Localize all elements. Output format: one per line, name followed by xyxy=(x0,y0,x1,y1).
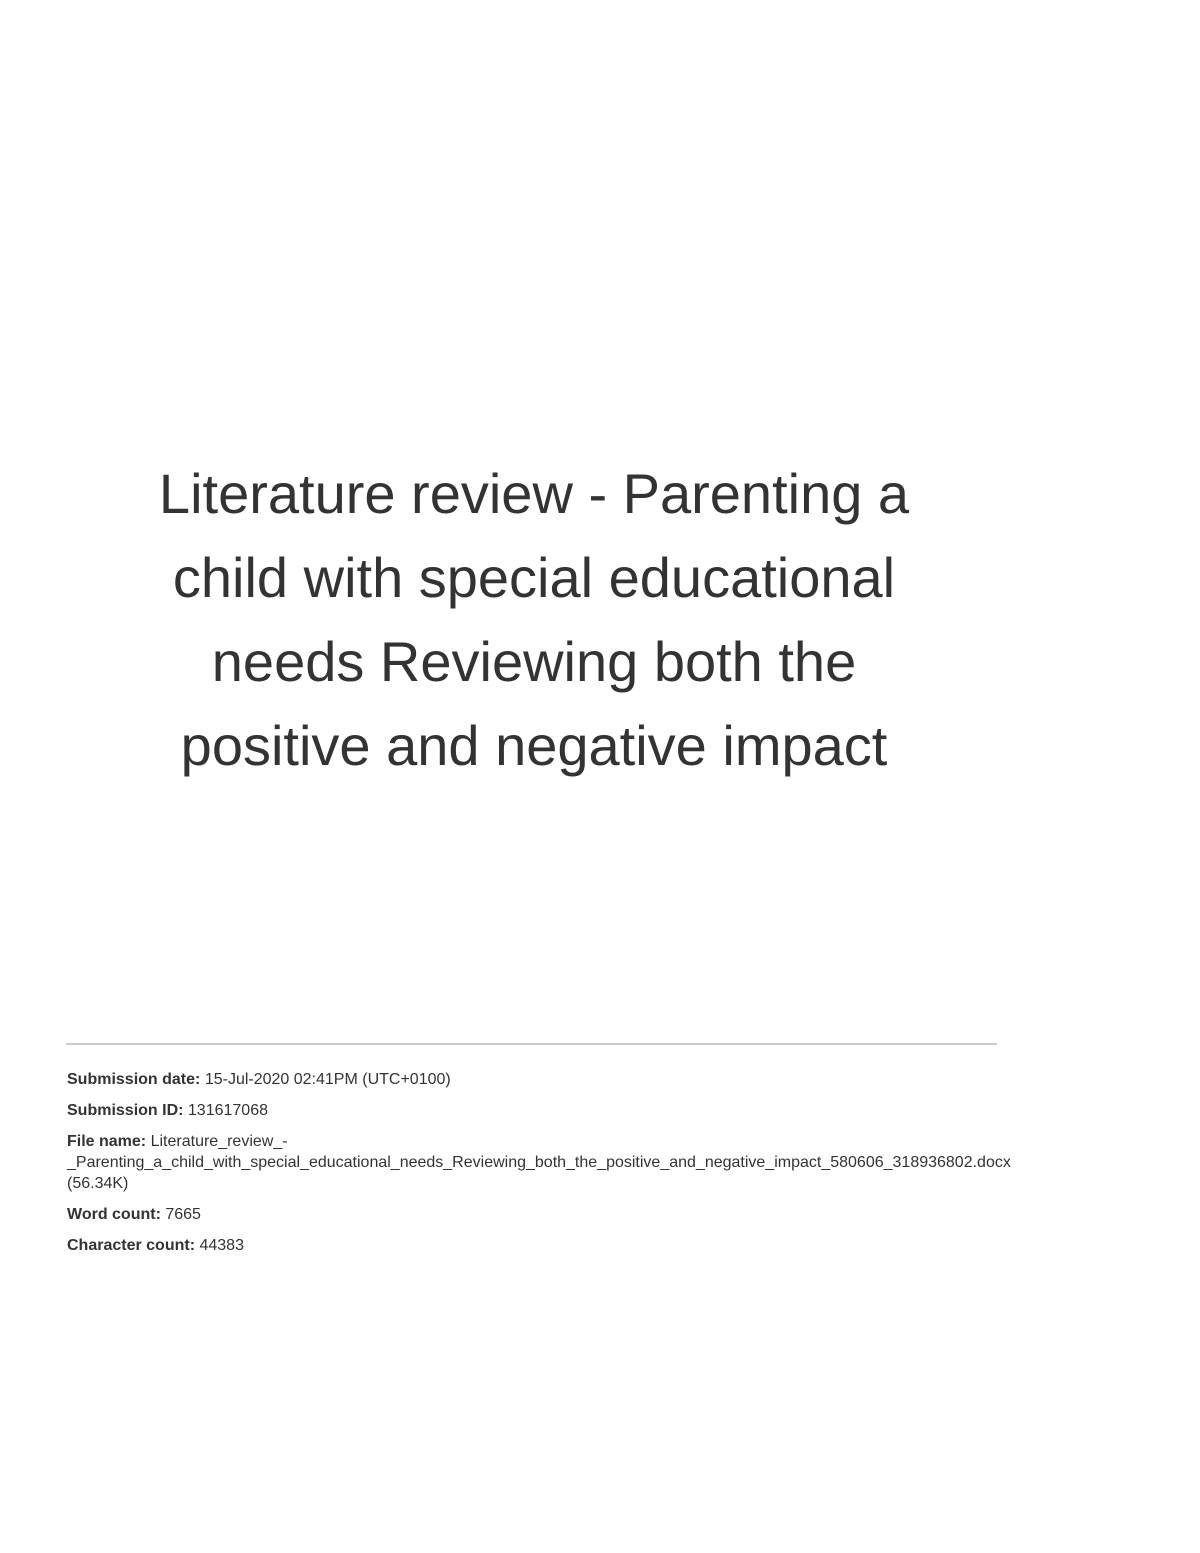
submission-id-label: Submission ID: xyxy=(67,1102,184,1119)
file-name-value-part: _Parenting_a_child_with_special_educational_needs_Reviewing_both_the_positive_and_negative_impact_580606_318936802.docx xyxy=(67,1154,1011,1171)
title-line: positive and negative impact xyxy=(180,714,888,777)
submission-date-value: 15-Jul-2020 02:41PM (UTC+0100) xyxy=(204,1071,451,1088)
submission-id-value: 131617068 xyxy=(187,1102,268,1119)
title-line: Literature review - Parenting a xyxy=(158,462,910,525)
character-count-value: 44383 xyxy=(199,1237,244,1254)
submission-date-row xyxy=(67,1069,1187,1090)
word-count-row xyxy=(67,1204,1187,1225)
file-name-value-part: Literature_review_- xyxy=(150,1133,288,1150)
character-count-row xyxy=(67,1235,1187,1256)
character-count-label: Character count: xyxy=(67,1237,196,1254)
title-line: needs Reviewing both the xyxy=(211,630,857,693)
submission-date-label: Submission date: xyxy=(67,1071,201,1088)
divider xyxy=(66,1043,997,1045)
file-size: (56.34K) xyxy=(67,1175,129,1192)
word-count-value: 7665 xyxy=(165,1206,201,1223)
submission-id-row xyxy=(67,1100,1187,1121)
submission-details xyxy=(67,1069,1187,1266)
word-count-label: Word count: xyxy=(67,1206,161,1223)
file-name-line xyxy=(67,1131,1187,1152)
file-name-row xyxy=(67,1131,1187,1194)
document-title xyxy=(66,452,1002,788)
title-line: child with special educational xyxy=(172,546,896,609)
file-name-label: File name: xyxy=(67,1133,147,1150)
